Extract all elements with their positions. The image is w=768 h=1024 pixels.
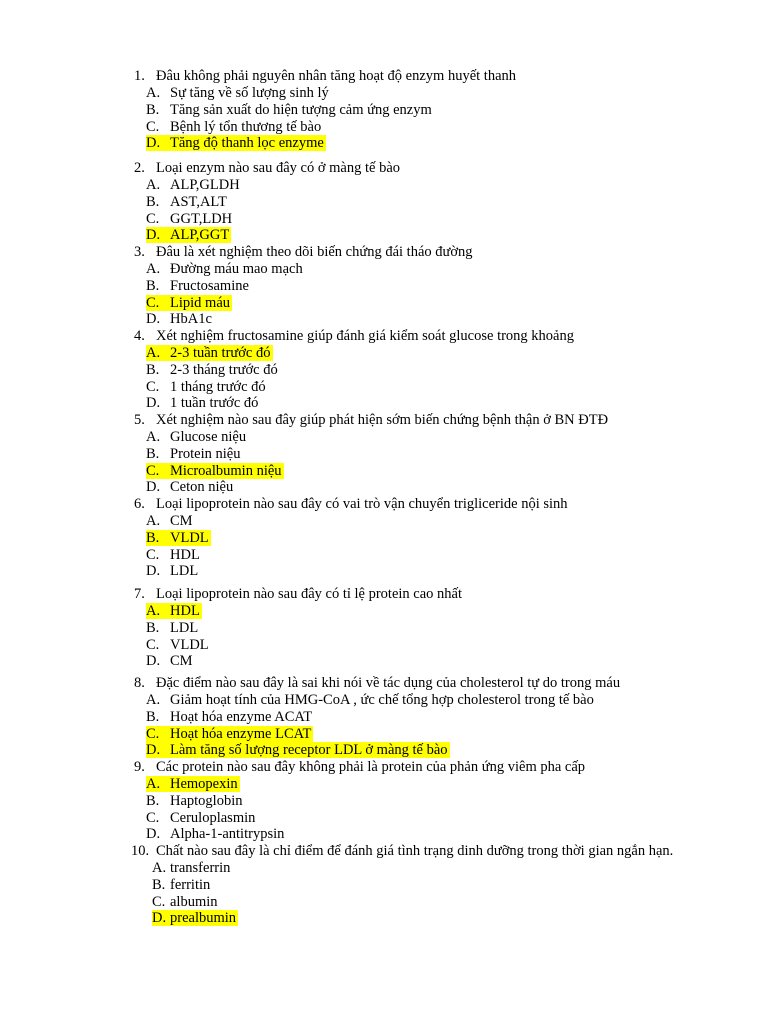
answer-option-text: 2-3 tuần trước đó: [170, 345, 271, 361]
answer-option-text: Hoạt hóa enzyme LCAT: [170, 725, 312, 742]
question-item: [134, 328, 694, 412]
answer-option: [146, 85, 694, 102]
answer-option-text: Tăng độ thanh lọc enzyme: [170, 135, 324, 152]
answer-option-content: [146, 85, 329, 101]
answer-option-text: Hemopexin: [170, 776, 238, 792]
answer-option-label: C.: [146, 546, 160, 563]
answer-option-label: A.: [146, 513, 161, 529]
answer-option-text: 1 tuần trước đó: [170, 395, 259, 412]
answer-option-text: CM: [170, 513, 193, 529]
answer-option-content: [146, 810, 255, 826]
answer-option: [146, 345, 694, 362]
question-number: 5.: [134, 412, 145, 428]
answer-option-text: albumin: [170, 893, 218, 910]
answer-option: [146, 479, 694, 496]
answer-option-content: [146, 563, 198, 579]
answer-option-label: C.: [146, 210, 160, 227]
answer-option-text: ferritin: [170, 876, 211, 893]
answer-option-text: LDL: [170, 619, 199, 636]
answer-option-label: C.: [146, 636, 160, 653]
answer-options: [146, 603, 694, 670]
answer-option-label: A.: [146, 692, 161, 708]
answer-option: [146, 261, 694, 278]
answer-option-text: Fructosamine: [170, 277, 249, 294]
question-number: 8.: [134, 675, 145, 691]
answer-option: [146, 362, 694, 379]
answer-option-label: C.: [146, 118, 160, 135]
question-text: Loại lipoprotein nào sau đây có tỉ lệ protein cao nhất: [156, 586, 463, 602]
question-text: Xét nghiệm nào sau đây giúp phát hiện sớm biến chứng bệnh thận ở BN ĐTĐ: [156, 412, 609, 428]
answer-option-text: AST,ALT: [170, 193, 227, 210]
answer-option-label: B.: [146, 792, 160, 809]
question-text: Loại lipoprotein nào sau đây có vai trò vận chuyển trigliceride nội sinh: [156, 496, 568, 512]
answer-option: [146, 278, 694, 295]
answer-options: [146, 261, 694, 328]
answer-option-label: D.: [146, 563, 161, 580]
question-item: [134, 160, 694, 244]
answer-option-text: Microalbumin niệu: [170, 462, 282, 479]
answer-option-text: Glucose niệu: [170, 429, 247, 445]
correct-answer-highlight: [146, 776, 240, 792]
answer-option: [146, 563, 694, 580]
answer-option-text: transferrin: [170, 860, 231, 876]
answer-option-text: Lipid máu: [170, 294, 231, 311]
question-number: 1.: [134, 68, 145, 84]
answer-option: [146, 653, 694, 670]
answer-option-label: B.: [146, 361, 160, 378]
question-text: Chất nào sau đây là chỉ điểm để đánh giá tình trạng dinh dưỡng trong thời gian ngắn hạn.: [156, 843, 674, 859]
answer-option-content: [146, 637, 209, 653]
answer-option: [146, 793, 694, 810]
answer-option-content: [146, 211, 232, 227]
answer-option-text: Bệnh lý tổn thương tế bào: [170, 118, 322, 135]
answer-option: [152, 910, 691, 927]
answer-option-text: ALP,GGT: [170, 227, 230, 244]
answer-option-content: [146, 479, 233, 495]
answer-option-content: [152, 894, 218, 910]
correct-answer-highlight: [146, 463, 284, 479]
answer-option-label: A.: [146, 603, 161, 619]
answer-option-label: C.: [146, 378, 160, 395]
answer-option-text: Đường máu mao mạch: [170, 261, 303, 277]
answer-option-label: D.: [152, 910, 167, 927]
answer-option: [146, 742, 694, 759]
answer-option: [146, 177, 694, 194]
answer-option: [146, 102, 694, 119]
answer-option: [146, 776, 694, 793]
answer-option-text: Sự tăng về số lượng sinh lý: [170, 85, 329, 101]
answer-option-content: [146, 194, 227, 210]
answer-option: [146, 637, 694, 654]
answer-option-text: VLDL: [170, 529, 209, 546]
answer-option-label: B.: [146, 193, 160, 210]
answer-option-content: [146, 177, 240, 193]
question-item: [134, 675, 694, 759]
answer-option: [146, 227, 694, 244]
answer-options: [146, 776, 694, 843]
answer-option-content: [146, 311, 212, 327]
answer-option: [146, 620, 694, 637]
answer-option-label: D.: [146, 742, 161, 759]
question-number: 7.: [134, 586, 145, 602]
answer-option-label: B.: [152, 876, 166, 893]
answer-option-text: Tăng sản xuất do hiện tượng cảm ứng enzym: [170, 101, 432, 118]
answer-option-text: CM: [170, 653, 193, 670]
answer-option-text: Alpha-1-antitrypsin: [170, 826, 285, 843]
question-text: Loại enzym nào sau đây có ở màng tế bào: [156, 160, 401, 176]
correct-answer-highlight: [146, 135, 326, 151]
answer-option-content: [146, 446, 240, 462]
answer-option-label: A.: [146, 85, 161, 101]
answer-option-text: prealbumin: [170, 910, 237, 927]
correct-answer-highlight: [152, 910, 238, 926]
answer-option-text: HbA1c: [170, 311, 212, 328]
answer-option-content: [146, 620, 198, 636]
answer-option: [146, 547, 694, 564]
answer-option-text: HDL: [170, 603, 200, 619]
answer-option-text: LDL: [170, 563, 199, 580]
answer-option-text: Protein niệu: [170, 445, 241, 462]
answer-option-label: B.: [146, 708, 160, 725]
answer-option-content: [146, 261, 303, 277]
answer-option: [146, 119, 694, 136]
answer-option: [146, 513, 694, 530]
answer-option-label: B.: [146, 445, 160, 462]
answer-option: [146, 429, 694, 446]
answer-option-label: A.: [146, 261, 161, 277]
question-number: 3.: [134, 244, 145, 260]
question-text: Xét nghiệm fructosamine giúp đánh giá kiểm soát glucose trong khoảng: [156, 328, 574, 344]
answer-option-label: C.: [146, 462, 160, 479]
answer-option-label: C.: [146, 725, 160, 742]
correct-answer-highlight: [146, 726, 313, 742]
answer-option-content: [146, 826, 284, 842]
answer-option: [152, 877, 691, 894]
answer-options: [146, 429, 694, 496]
answer-option-label: C.: [146, 294, 160, 311]
question-item: [134, 759, 694, 843]
answer-option-text: 2-3 tháng trước đó: [170, 361, 278, 378]
answer-option-content: [146, 547, 200, 563]
answer-option-label: A.: [146, 429, 161, 445]
correct-answer-highlight: [146, 603, 202, 619]
question-item: [134, 68, 694, 152]
answer-option-content: [146, 692, 594, 708]
answer-option-text: Ceton niệu: [170, 479, 234, 496]
answer-option: [146, 311, 694, 328]
answer-option-label: B.: [146, 619, 160, 636]
question-number: 10.: [131, 843, 150, 859]
answer-option-content: [146, 513, 193, 529]
answer-option-text: Hoạt hóa enzyme ACAT: [170, 708, 313, 725]
answer-option-label: D.: [146, 653, 161, 670]
question-item: [134, 244, 694, 328]
correct-answer-highlight: [146, 742, 450, 758]
answer-option-text: ALP,GLDH: [170, 177, 240, 193]
answer-option-content: [146, 119, 321, 135]
question-number: 9.: [134, 759, 145, 775]
answer-option: [152, 860, 691, 877]
answer-option-label: C.: [152, 893, 166, 910]
answer-option-content: [146, 278, 249, 294]
question-item: [134, 496, 694, 580]
answer-option-content: [146, 793, 243, 809]
answer-option-label: D.: [146, 395, 161, 412]
answer-option-content: [152, 860, 230, 876]
answer-options: [146, 85, 694, 152]
answer-option-content: [146, 395, 258, 411]
answer-option-label: A.: [146, 776, 161, 792]
answer-option-content: [146, 429, 246, 445]
answer-option-label: A.: [146, 177, 161, 193]
answer-option: [146, 295, 694, 312]
answer-option: [146, 826, 694, 843]
answer-option-text: Ceruloplasmin: [170, 809, 256, 826]
answer-option-text: HDL: [170, 546, 200, 563]
answer-option-label: D.: [146, 826, 161, 843]
answer-option-label: B.: [146, 277, 160, 294]
answer-option-text: Làm tăng số lượng receptor LDL ở màng tế bào: [170, 742, 448, 759]
answer-option-content: [146, 102, 432, 118]
answer-options: [152, 860, 691, 927]
answer-option-content: [146, 653, 193, 669]
answer-option-text: GGT,LDH: [170, 210, 233, 227]
answer-option: [146, 194, 694, 211]
answer-option-content: [152, 877, 210, 893]
answer-option-text: Haptoglobin: [170, 792, 243, 809]
correct-answer-highlight: [146, 227, 231, 243]
answer-options: [146, 177, 694, 244]
answer-option: [146, 530, 694, 547]
answer-option: [146, 379, 694, 396]
answer-option: [146, 211, 694, 228]
answer-option-label: C.: [146, 809, 160, 826]
answer-options: [146, 513, 694, 580]
question-text: Đâu không phải nguyên nhân tăng hoạt độ enzym huyết thanh: [156, 68, 517, 84]
correct-answer-highlight: [146, 345, 273, 361]
answer-option-content: [146, 379, 266, 395]
answer-option: [146, 463, 694, 480]
question-number: 6.: [134, 496, 145, 512]
question-item: [134, 412, 694, 496]
answer-option: [152, 894, 691, 911]
answer-option-text: Giảm hoạt tính của HMG-CoA , ức chế tổng hợp cholesterol trong tế bào: [170, 692, 594, 708]
question-text: Đặc điểm nào sau đây là sai khi nói về tác dụng của cholesterol tự do trong máu: [156, 675, 621, 691]
answer-option: [146, 446, 694, 463]
answer-option: [146, 135, 694, 152]
question-item: [134, 586, 694, 670]
answer-option-label: D.: [146, 311, 161, 328]
answer-option-content: [146, 709, 312, 725]
answer-option-label: A.: [152, 860, 167, 876]
answer-option: [146, 810, 694, 827]
correct-answer-highlight: [146, 530, 211, 546]
answer-options: [146, 345, 694, 412]
answer-option-label: D.: [146, 227, 161, 244]
answer-option: [146, 395, 694, 412]
answer-option: [146, 692, 694, 709]
question-item: [131, 843, 691, 927]
question-text: Đâu là xét nghiệm theo dõi biến chứng đái tháo đường: [156, 244, 473, 260]
answer-option-content: [146, 362, 278, 378]
answer-option-text: 1 tháng trước đó: [170, 378, 266, 395]
question-number: 2.: [134, 160, 145, 176]
question-number: 4.: [134, 328, 145, 344]
correct-answer-highlight: [146, 295, 232, 311]
answer-option-label: B.: [146, 101, 160, 118]
answer-option-label: A.: [146, 345, 161, 361]
answer-options: [146, 692, 694, 759]
answer-option: [146, 603, 694, 620]
answer-option-label: D.: [146, 135, 161, 152]
answer-option-label: D.: [146, 479, 161, 496]
answer-option: [146, 709, 694, 726]
question-text: Các protein nào sau đây không phải là protein của phản ứng viêm pha cấp: [156, 759, 586, 775]
answer-option-label: B.: [146, 529, 160, 546]
answer-option-text: VLDL: [170, 636, 209, 653]
answer-option: [146, 726, 694, 743]
